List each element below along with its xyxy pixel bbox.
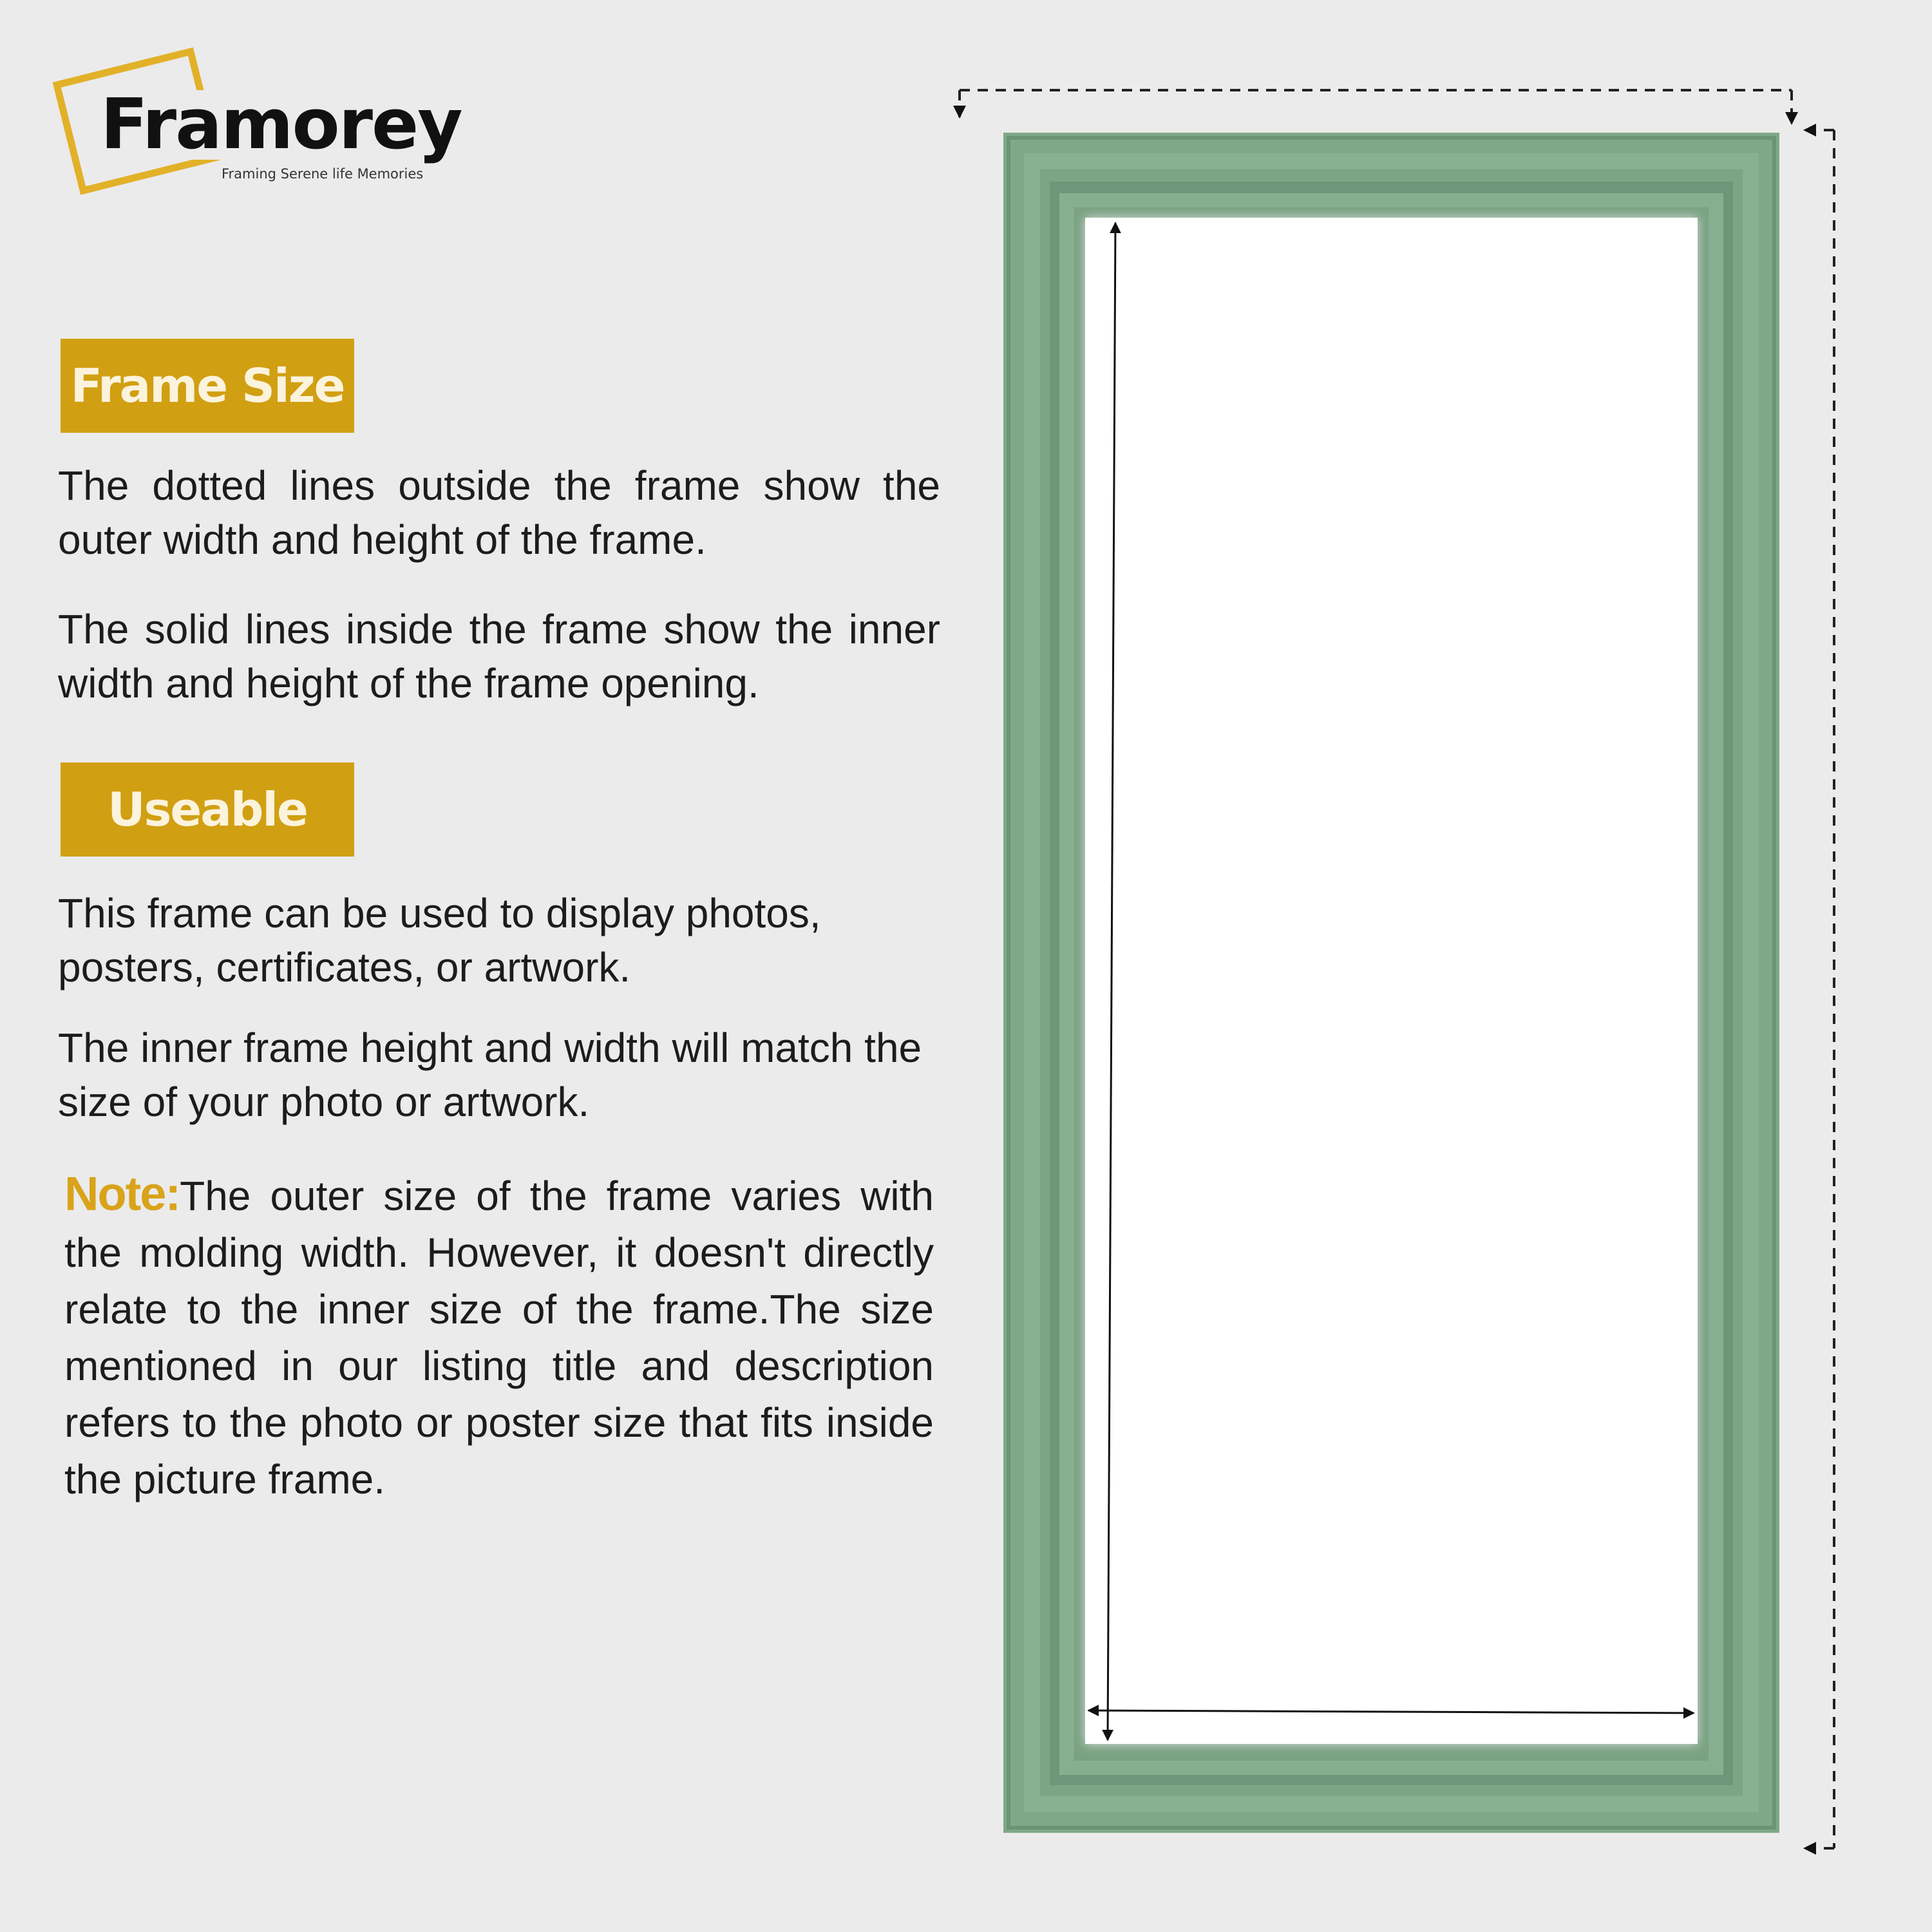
outer-height-dimension (1804, 130, 1834, 1848)
frame-opening (1085, 218, 1698, 1744)
brand-tagline: Framing Serene life Memories (219, 166, 426, 182)
note-text: The outer size of the frame varies with the molding width. However, it doesn't directly relate to the inner size of the frame.The size mentioned in our listing title and description refers to the photo or poster size that fits inside the picture frame. (64, 1173, 934, 1502)
useable-label: Useable (61, 762, 354, 857)
outer-width-dimension (960, 90, 1792, 124)
useable-paragraph-2: The inner frame height and width will match the size of your photo or artwork. (58, 1025, 922, 1125)
frame-size-label: Frame Size (61, 339, 354, 433)
useable-paragraph-1: This frame can be used to display photos, posters, certificates, or artwork. (58, 890, 821, 990)
picture-frame (1003, 133, 1779, 1833)
note-keyword: Note: (64, 1167, 180, 1220)
frame-size-paragraph-1: The dotted lines outside the frame show the outer width and height of the frame. (58, 462, 940, 563)
brand-name: Framorey (97, 90, 466, 160)
frame-size-paragraph-2: The solid lines inside the frame show the inner width and height of the frame opening. (58, 606, 940, 706)
